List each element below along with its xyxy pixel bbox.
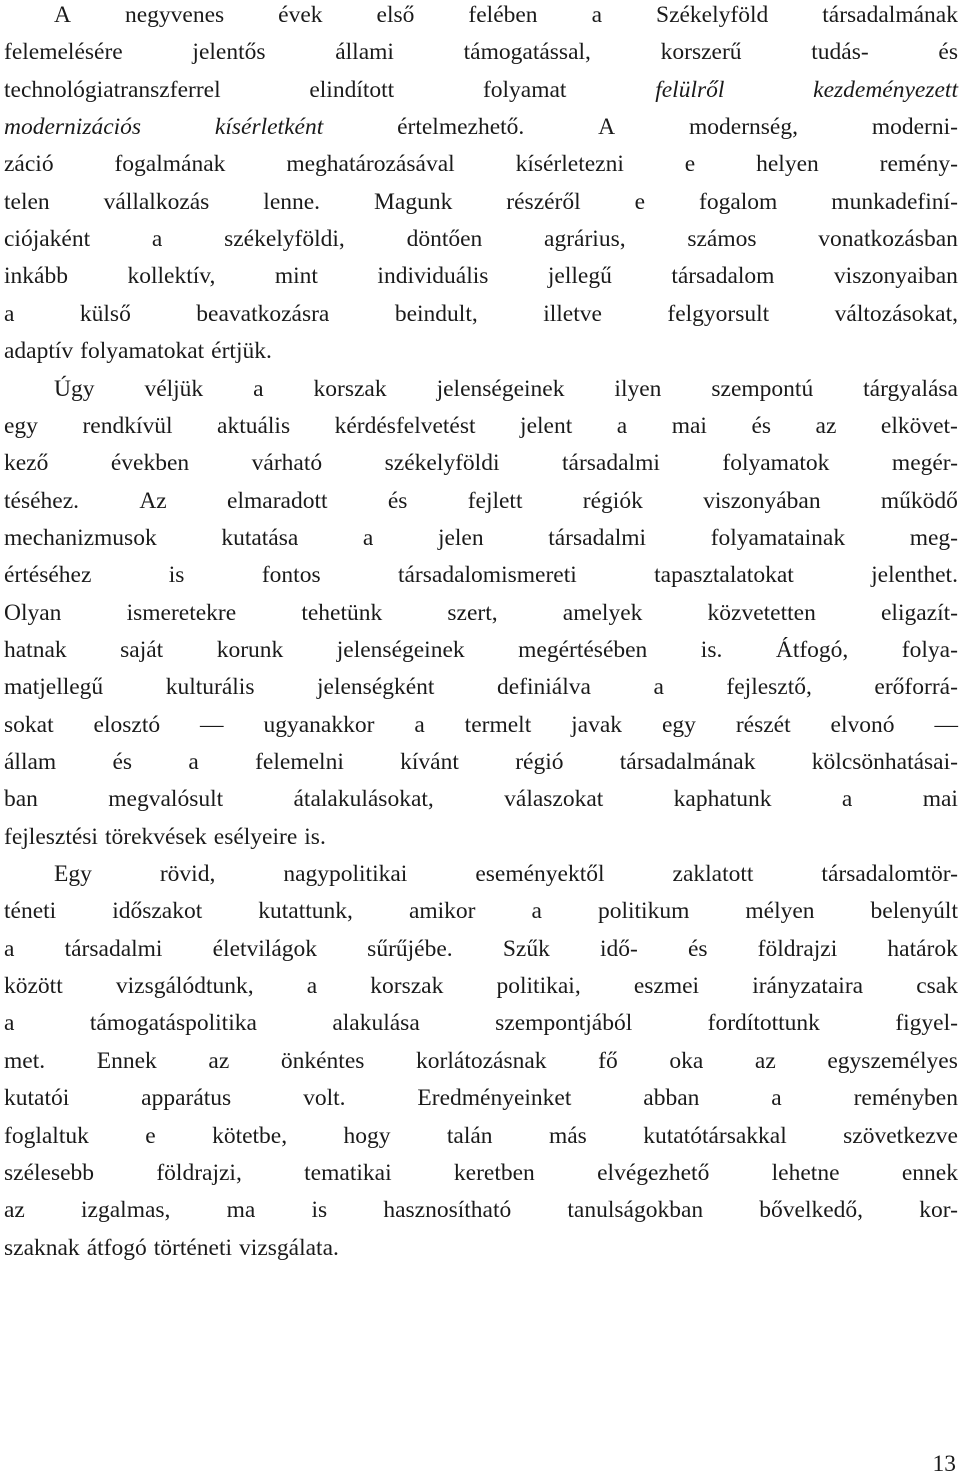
word: felemelésére bbox=[4, 39, 123, 66]
text-line bbox=[4, 1159, 958, 1187]
word: értéséhez bbox=[4, 562, 92, 589]
word: Magunk bbox=[374, 188, 453, 215]
word: izgalmas, bbox=[81, 1197, 171, 1224]
word: individuális bbox=[377, 263, 489, 290]
word: figyel- bbox=[895, 1010, 958, 1037]
word: helyen bbox=[756, 151, 819, 178]
text-line bbox=[4, 1234, 958, 1262]
word: folyamat bbox=[482, 76, 567, 103]
word: kutatótársakkal bbox=[643, 1122, 787, 1149]
word: amelyek bbox=[562, 599, 643, 626]
word: jellegű bbox=[547, 263, 612, 290]
word: eseményektől bbox=[475, 861, 605, 888]
word: kor- bbox=[919, 1197, 958, 1224]
word: mai bbox=[671, 412, 707, 439]
word: felgyorsult bbox=[667, 300, 770, 327]
word: a bbox=[188, 749, 199, 775]
word: történeti bbox=[153, 1234, 233, 1261]
word: és bbox=[938, 39, 958, 66]
word: sokat bbox=[4, 711, 54, 738]
word: — bbox=[934, 711, 958, 738]
word: modernizációs bbox=[4, 114, 142, 141]
word: tárgyalása bbox=[863, 375, 958, 402]
word: csak bbox=[916, 973, 958, 1000]
text-line bbox=[4, 636, 958, 664]
word: technológiatranszferrel bbox=[4, 76, 221, 103]
word: eligazít- bbox=[880, 599, 958, 626]
word: szélesebb bbox=[4, 1159, 95, 1186]
word: kollektív, bbox=[127, 263, 216, 290]
word: is bbox=[168, 562, 185, 589]
word: állam bbox=[4, 749, 57, 775]
text-line bbox=[4, 300, 958, 328]
word: folyamatokat bbox=[80, 338, 205, 365]
word: modernség, bbox=[688, 114, 798, 141]
page-number: 13 bbox=[932, 1451, 956, 1477]
word: aktuális bbox=[217, 412, 291, 439]
word: ciójaként bbox=[4, 226, 91, 253]
word: jelenségeinek bbox=[436, 375, 565, 402]
word: inkább bbox=[4, 263, 68, 290]
word: Úgy bbox=[54, 375, 95, 402]
word: záció bbox=[4, 151, 54, 178]
word: Olyan bbox=[4, 599, 62, 626]
word: életvilágok bbox=[212, 935, 318, 962]
word: ennek bbox=[901, 1159, 958, 1186]
word: határok bbox=[887, 935, 958, 962]
word: adaptív bbox=[4, 338, 74, 365]
word: értjük. bbox=[211, 338, 272, 365]
word: szaknak bbox=[4, 1234, 80, 1261]
word: elvonó bbox=[830, 711, 895, 738]
word: is. bbox=[304, 823, 326, 850]
word: folyamatainak bbox=[710, 524, 846, 551]
text-line bbox=[4, 375, 958, 403]
word: székelyföldi, bbox=[224, 226, 345, 253]
word: társadalom bbox=[671, 263, 775, 290]
word: a bbox=[362, 524, 374, 551]
word: elosztó bbox=[93, 711, 161, 738]
word: A bbox=[598, 114, 616, 141]
word: telen bbox=[4, 188, 50, 215]
word: is. bbox=[700, 636, 723, 663]
word: hatnak bbox=[4, 636, 67, 663]
word: politikai, bbox=[496, 973, 581, 1000]
word: értelmezhető. bbox=[397, 114, 525, 141]
word: társadalmának bbox=[619, 749, 756, 775]
text-line bbox=[4, 487, 958, 515]
word: viszonyaiban bbox=[833, 263, 958, 290]
word: a bbox=[4, 1010, 15, 1037]
text-line bbox=[4, 673, 958, 701]
word: Eredményeinket bbox=[417, 1085, 572, 1112]
word: tapasztalatokat bbox=[654, 562, 794, 589]
word: reményben bbox=[853, 1085, 958, 1112]
text-line bbox=[4, 785, 958, 813]
word: fogalmának bbox=[114, 151, 226, 178]
word: kutattunk, bbox=[258, 898, 353, 925]
text-line bbox=[4, 1, 958, 29]
word: meg- bbox=[909, 524, 958, 551]
word: volt. bbox=[303, 1085, 346, 1112]
word: amikor bbox=[408, 898, 476, 925]
word: kező bbox=[4, 450, 49, 477]
word: remény- bbox=[879, 151, 958, 178]
word: évek bbox=[278, 2, 323, 28]
word: földrajzi bbox=[757, 935, 838, 962]
word: felülről bbox=[655, 76, 725, 103]
word: a bbox=[414, 711, 425, 738]
word: kísérletezni bbox=[515, 151, 624, 178]
word: abban bbox=[643, 1085, 700, 1112]
word: elmaradott bbox=[227, 487, 328, 514]
word: tanulságokban bbox=[567, 1197, 704, 1224]
word: irányzataira bbox=[752, 973, 864, 1000]
word: társadalmának bbox=[822, 2, 958, 28]
word: várható bbox=[251, 450, 323, 477]
word: és bbox=[112, 749, 133, 775]
word: oka bbox=[669, 1047, 704, 1074]
word: beavatkozásra bbox=[196, 300, 330, 327]
word: jelenségként bbox=[317, 674, 435, 701]
text-line bbox=[4, 337, 958, 365]
word: termelt bbox=[464, 711, 532, 738]
word: szempontjából bbox=[495, 1010, 633, 1037]
word: sűrűjébe. bbox=[367, 935, 453, 962]
word: a bbox=[253, 375, 264, 402]
word: egyszemélyes bbox=[827, 1047, 958, 1074]
word: ilyen bbox=[614, 375, 662, 402]
word: felében bbox=[468, 2, 538, 28]
text-line bbox=[4, 1009, 958, 1037]
word: kölcsönhatásai- bbox=[811, 749, 958, 775]
word: definiálva bbox=[496, 674, 591, 701]
word: kísérletként bbox=[214, 114, 324, 141]
word: egy bbox=[4, 412, 38, 439]
word: Szűk bbox=[502, 935, 550, 962]
word: társadalmi bbox=[548, 524, 647, 551]
text-line bbox=[4, 1122, 958, 1150]
word: számos bbox=[687, 226, 757, 253]
word: az bbox=[208, 1047, 230, 1074]
word: döntően bbox=[406, 226, 483, 253]
text-line bbox=[4, 262, 958, 290]
text-line bbox=[4, 823, 958, 851]
word: részét bbox=[735, 711, 791, 738]
word: kérdésfelvetést bbox=[334, 412, 476, 439]
word: vizsgálata. bbox=[239, 1234, 339, 1261]
text-line bbox=[4, 188, 958, 216]
text-line bbox=[4, 225, 958, 253]
word: korlátozásnak bbox=[416, 1047, 547, 1074]
word: társadalomismereti bbox=[397, 562, 577, 589]
word: elvégezhető bbox=[597, 1159, 710, 1186]
word: Székelyföld bbox=[656, 2, 769, 28]
word: met. bbox=[4, 1047, 46, 1074]
word: mai bbox=[922, 786, 958, 813]
word: korunk bbox=[216, 636, 284, 663]
word: az bbox=[754, 1047, 776, 1074]
text-line bbox=[4, 860, 958, 888]
word: hogy bbox=[343, 1122, 391, 1149]
word: a bbox=[4, 300, 15, 327]
word: földrajzi, bbox=[156, 1159, 242, 1186]
word: fő bbox=[598, 1047, 618, 1074]
word: közvetetten bbox=[707, 599, 816, 626]
word: szert, bbox=[447, 599, 498, 626]
word: támogatáspolitika bbox=[89, 1010, 257, 1037]
word: vonatkozásban bbox=[818, 226, 958, 253]
word: fordítottunk bbox=[707, 1010, 820, 1037]
word: és bbox=[687, 935, 708, 962]
text-line bbox=[4, 561, 958, 589]
word: jelent bbox=[520, 412, 573, 439]
word: kutatása bbox=[221, 524, 299, 551]
text-line bbox=[4, 150, 958, 178]
word: beindult, bbox=[394, 300, 478, 327]
word: és bbox=[387, 487, 408, 514]
word: a bbox=[771, 1085, 782, 1112]
text-line bbox=[4, 748, 958, 776]
word: rendkívül bbox=[82, 412, 173, 439]
word: időszakot bbox=[112, 898, 203, 925]
word: illetve bbox=[543, 300, 602, 327]
word: kívánt bbox=[400, 749, 459, 775]
word: rövid, bbox=[159, 861, 216, 888]
word: elindított bbox=[309, 76, 395, 103]
word: lenne. bbox=[263, 188, 321, 215]
word: is bbox=[311, 1197, 328, 1224]
text-line bbox=[4, 76, 958, 104]
word: kötetbe, bbox=[212, 1122, 288, 1149]
word: fontos bbox=[261, 562, 321, 589]
word: agrárius, bbox=[544, 226, 626, 253]
word: idő- bbox=[599, 935, 638, 962]
word: — bbox=[200, 711, 224, 738]
word: saját bbox=[120, 636, 164, 663]
word: jelenségeinek bbox=[336, 636, 465, 663]
word: ban bbox=[4, 786, 38, 813]
word: Egy bbox=[54, 861, 92, 888]
word: ismeretekre bbox=[126, 599, 237, 626]
text-line bbox=[4, 897, 958, 925]
word: nagypolitikai bbox=[283, 861, 408, 888]
word: jelentős bbox=[192, 39, 266, 66]
word: működő bbox=[880, 487, 958, 514]
word: mint bbox=[274, 263, 318, 290]
word: átfogó bbox=[86, 1234, 147, 1261]
word: kezdeményezett bbox=[813, 76, 958, 103]
text-line bbox=[4, 711, 958, 739]
word: a bbox=[4, 935, 15, 962]
word: a bbox=[653, 674, 664, 701]
word: állami bbox=[335, 39, 394, 66]
word: változásokat, bbox=[834, 300, 958, 327]
word: mechanizmusok bbox=[4, 524, 157, 551]
word: A bbox=[54, 2, 71, 28]
word: lehetne bbox=[771, 1159, 840, 1186]
word: székelyföldi bbox=[384, 450, 500, 477]
word: Ennek bbox=[96, 1047, 157, 1074]
word: fejlett bbox=[467, 487, 523, 514]
word: az bbox=[4, 1197, 25, 1224]
word: kutatói bbox=[4, 1085, 70, 1112]
word: tudás- bbox=[811, 39, 869, 66]
word: talán bbox=[446, 1122, 493, 1149]
word: szempontú bbox=[711, 375, 814, 402]
word: első bbox=[376, 2, 415, 28]
word: válaszokat bbox=[504, 786, 604, 813]
word: e bbox=[684, 151, 696, 178]
word: elkövet- bbox=[880, 412, 958, 439]
word: téséhez. bbox=[4, 487, 80, 514]
word: átalakulásokat, bbox=[293, 786, 434, 813]
word: folya- bbox=[901, 636, 958, 663]
text-line bbox=[4, 1084, 958, 1112]
word: negyvenes bbox=[124, 2, 225, 28]
word: téneti bbox=[4, 898, 57, 925]
word: fogalom bbox=[699, 188, 778, 215]
word: javak bbox=[571, 711, 623, 738]
word: hasznosítható bbox=[383, 1197, 512, 1224]
word: ugyanakkor bbox=[263, 711, 375, 738]
word: régió bbox=[515, 749, 564, 775]
text-line bbox=[4, 1196, 958, 1224]
word: társadalmi bbox=[562, 450, 660, 477]
word: kulturális bbox=[165, 674, 255, 701]
word: mélyen bbox=[745, 898, 815, 925]
word: jelen bbox=[437, 524, 484, 551]
word: Átfogó, bbox=[775, 636, 849, 663]
word: egy bbox=[661, 711, 696, 738]
word: kaphatunk bbox=[673, 786, 772, 813]
word: régiók bbox=[582, 487, 643, 514]
word: támogatással, bbox=[463, 39, 591, 66]
word: fejlesztő, bbox=[726, 674, 812, 701]
word: politikum bbox=[597, 898, 690, 925]
word: a bbox=[531, 898, 542, 925]
word: az bbox=[815, 412, 837, 439]
word: jelenthet. bbox=[871, 562, 958, 589]
word: eszmei bbox=[633, 973, 700, 1000]
text-line bbox=[4, 38, 958, 66]
text-line bbox=[4, 935, 958, 963]
word: zaklatott bbox=[672, 861, 754, 888]
word: keretben bbox=[453, 1159, 535, 1186]
word: viszonyában bbox=[703, 487, 821, 514]
word: véljük bbox=[144, 375, 204, 402]
word: a bbox=[591, 2, 602, 28]
word: apparátus bbox=[141, 1085, 232, 1112]
word: meghatározásával bbox=[286, 151, 455, 178]
word: folyamatok bbox=[722, 450, 830, 477]
word: szövetkezve bbox=[843, 1122, 958, 1149]
word: a bbox=[841, 786, 853, 813]
word: külső bbox=[79, 300, 131, 327]
word: korszak bbox=[313, 375, 387, 402]
word: megér- bbox=[891, 450, 958, 477]
word: önkéntes bbox=[280, 1047, 365, 1074]
word: bővelkedő, bbox=[759, 1197, 864, 1224]
word: foglaltuk bbox=[4, 1122, 89, 1149]
word: belenyúlt bbox=[870, 898, 958, 925]
word: között bbox=[4, 973, 63, 1000]
word: fejlesztési bbox=[4, 823, 98, 850]
word: és bbox=[751, 412, 772, 439]
word: e bbox=[145, 1122, 156, 1149]
text-line bbox=[4, 1047, 958, 1075]
word: e bbox=[634, 188, 646, 215]
word: más bbox=[548, 1122, 587, 1149]
word: részéről bbox=[506, 188, 581, 215]
word: alakulása bbox=[332, 1010, 420, 1037]
word: tematikai bbox=[304, 1159, 392, 1186]
word: moderni- bbox=[871, 114, 958, 141]
word: tehetünk bbox=[301, 599, 383, 626]
word: a bbox=[616, 412, 628, 439]
word: a bbox=[306, 973, 318, 1000]
word: megértésében bbox=[518, 636, 648, 663]
text-line bbox=[4, 599, 958, 627]
word: társadalmi bbox=[64, 935, 163, 962]
text-line bbox=[4, 972, 958, 1000]
text-line bbox=[4, 113, 958, 141]
word: matjellegű bbox=[4, 674, 104, 701]
word: Az bbox=[139, 487, 167, 514]
word: törekvések bbox=[104, 823, 207, 850]
word: munkadefiní- bbox=[831, 188, 958, 215]
word: esélyeire bbox=[213, 823, 298, 850]
text-line bbox=[4, 449, 958, 477]
word: felemelni bbox=[255, 749, 344, 775]
word: korszak bbox=[370, 973, 444, 1000]
word: vizsgálódtunk, bbox=[115, 973, 254, 1000]
text-line bbox=[4, 524, 958, 552]
word: megvalósult bbox=[108, 786, 224, 813]
text-line bbox=[4, 412, 958, 440]
word: társadalomtör- bbox=[821, 861, 958, 888]
word: a bbox=[151, 226, 163, 253]
word: erőforrá- bbox=[874, 674, 958, 701]
word: ma bbox=[226, 1197, 256, 1224]
word: korszerű bbox=[660, 39, 742, 66]
word: években bbox=[110, 450, 190, 477]
word: vállalkozás bbox=[103, 188, 210, 215]
